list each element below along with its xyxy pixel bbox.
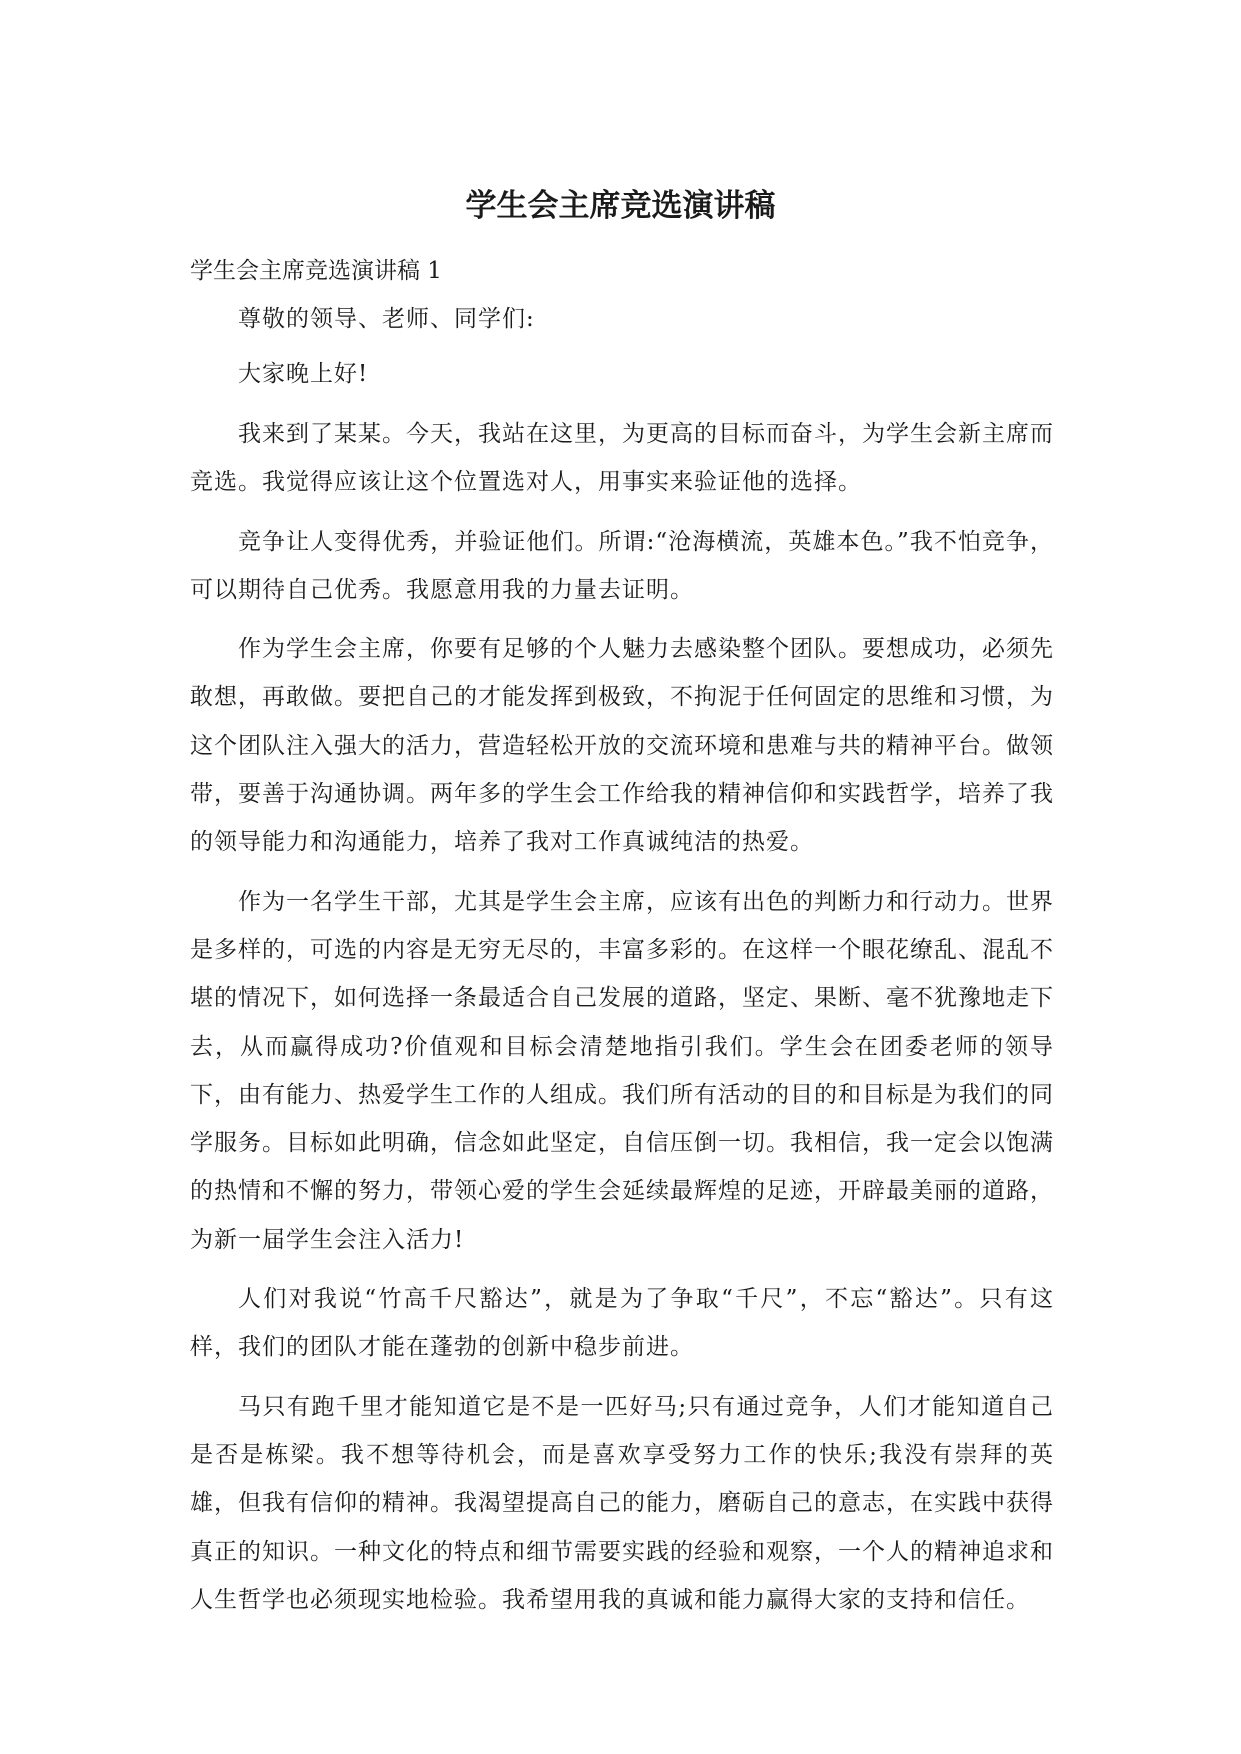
paragraph: 作为一名学生干部，尤其是学生会主席，应该有出色的判断力和行动力。世界是多样的，可选的内容是无穷无尽的，丰富多彩的。在这样一个眼花缭乱、混乱不堪的情况下，如何选择一条最适合自己发展的道路，坚定、果断、毫不犹豫地走下去，从而赢得成功?价值观和目标会清楚地指引我们。学生会在团委老师的领导下，由有能力、热爱学生工作的人组成。我们所有活动的目的和目标是为我们的同学服务。目标如此明确，信念如此坚定，自信压倒一切。我相信，我一定会以饱满的热情和不懈的努力，带领心爱的学生会延续最辉煌的足迹，开辟最美丽的道路，为新一届学生会注入活力! <box>190 888 1054 1253</box>
paragraph: 马只有跑千里才能知道它是不是一匹好马;只有通过竞争，人们才能知道自己是否是栋梁。我不想等待机会，而是喜欢享受努力工作的快乐;我没有崇拜的英雄，但我有信仰的精神。我渴望提高自己的能力，磨砺自己的意志，在实践中获得真正的知识。一种文化的特点和细节需要实践的经验和观察，一个人的精神追求和人生哲学也必须现实地检验。我希望用我的真诚和能力赢得大家的支持和信任。 <box>190 1393 1054 1613</box>
paragraph: 作为学生会主席，你要有足够的个人魅力去感染整个团队。要想成功，必须先敢想，再敢做。要把自己的才能发挥到极致，不拘泥于任何固定的思维和习惯，为这个团队注入强大的活力，营造轻松开放的交流环境和患难与共的精神平台。做领带，要善于沟通协调。两年多的学生会工作给我的精神信仰和实践哲学，培养了我的领导能力和沟通能力，培养了我对工作真诚纯洁的热爱。 <box>190 636 1054 856</box>
paragraph: 我来到了某某。今天，我站在这里，为更高的目标而奋斗，为学生会新主席而竞选。我觉得应该让这个位置选对人，用事实来验证他的选择。 <box>190 421 1054 496</box>
document-subtitle: 学生会主席竞选演讲稿 1 <box>190 258 442 284</box>
paragraph: 竞争让人变得优秀，并验证他们。所谓:“沧海横流，英雄本色。”我不怕竞争，可以期待自己优秀。我愿意用我的力量去证明。 <box>190 528 1054 603</box>
document-body <box>190 300 1054 1635</box>
document-title: 学生会主席竞选演讲稿 <box>465 188 776 224</box>
paragraph-salutation: 尊敬的领导、老师、同学们: <box>238 306 535 332</box>
paragraph: 人们对我说“竹高千尺豁达”，就是为了争取“千尺”，不忘“豁达”。只有这样，我们的团队才能在蓬勃的创新中稳步前进。 <box>190 1286 1054 1361</box>
paragraph-greeting: 大家晚上好! <box>238 361 369 387</box>
